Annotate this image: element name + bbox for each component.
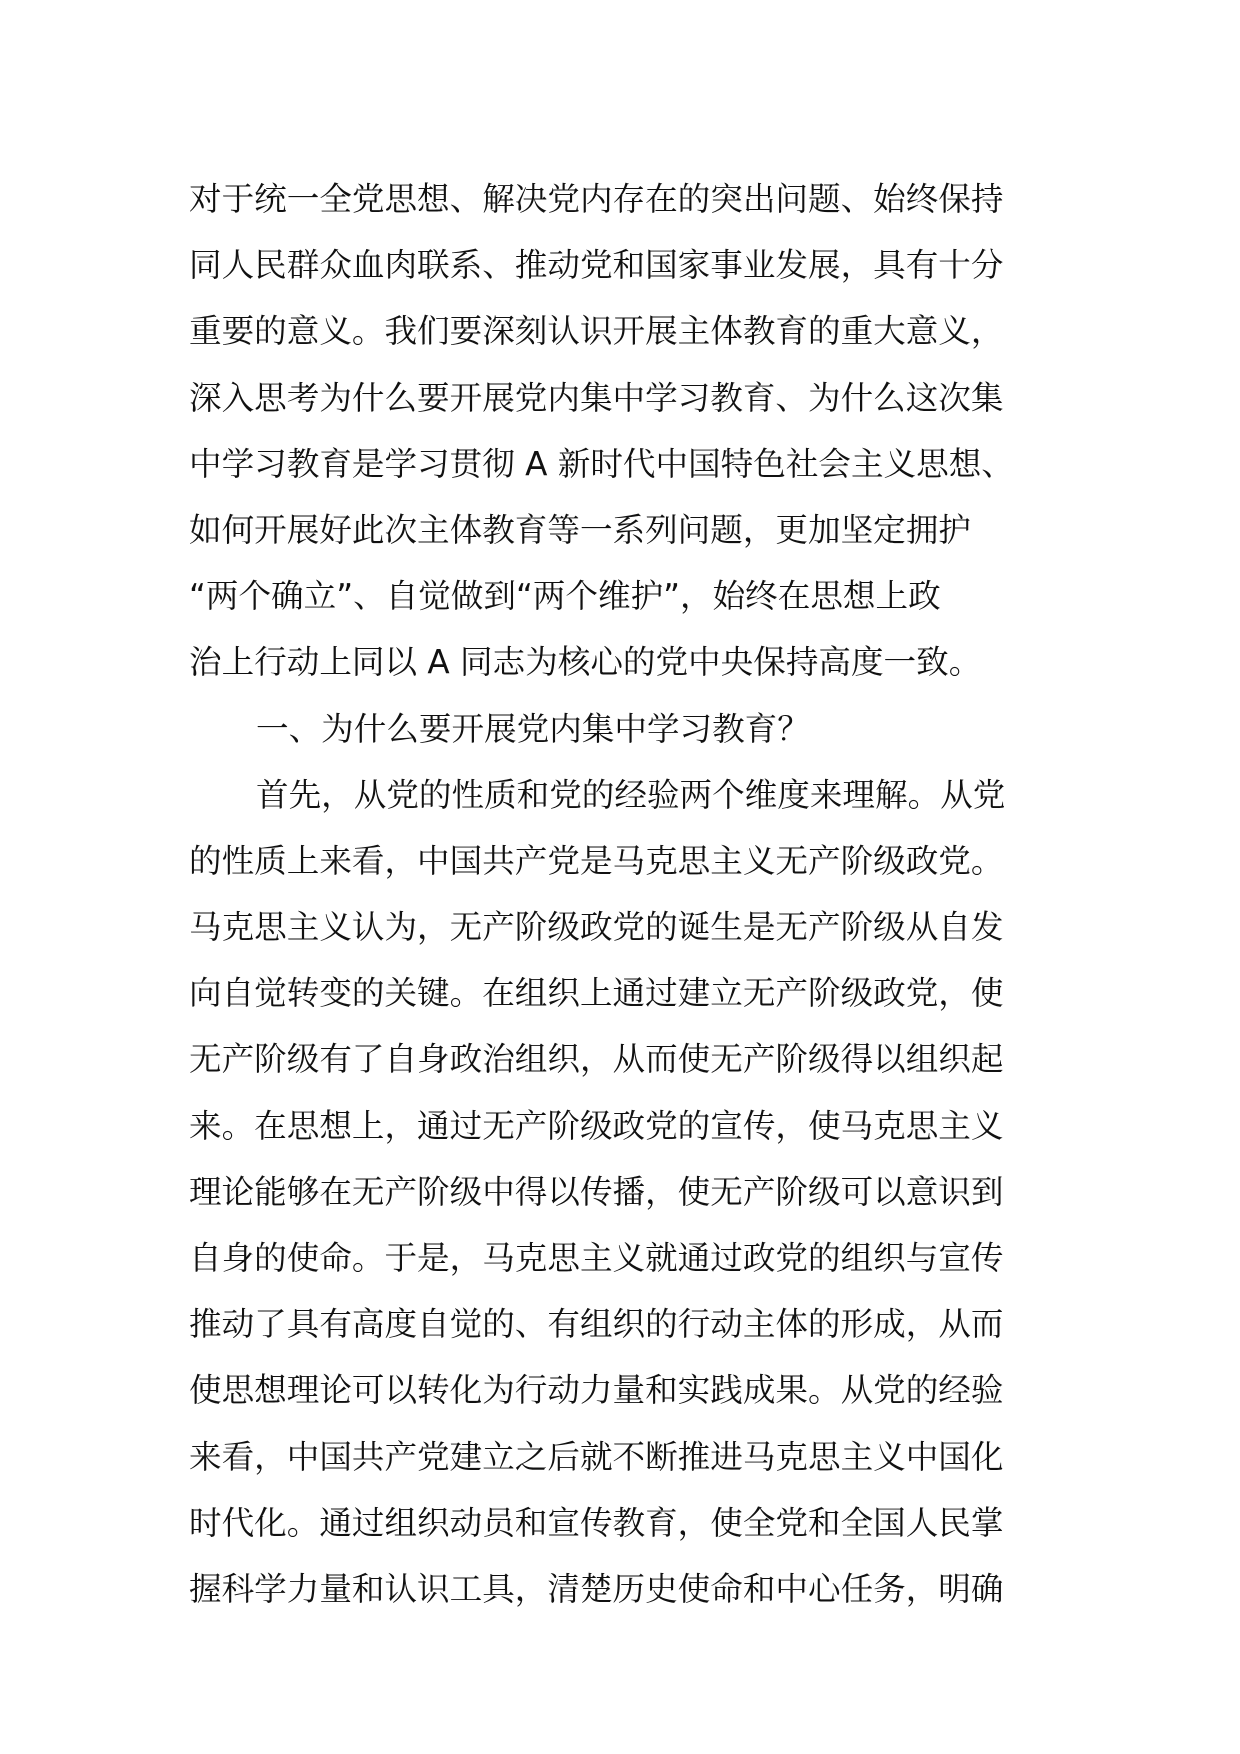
text-line: 理论能够在无产阶级中得以传播，使无产阶级可以意识到 [189,1172,1004,1211]
text-line: 中学习教育是学习贯彻 A 新时代中国特色社会主义思想、 [189,444,1014,483]
text-line: 治上行动上同以 A 同志为核心的党中央保持高度一致。 [189,643,982,682]
text-line: 深入思考为什么要开展党内集中学习教育、为什么这次集 [189,378,1004,417]
text-line: 重要的意义。我们要深刻认识开展主体教育的重大意义， [189,312,1004,351]
text-line: 来看，中国共产党建立之后就不断推进马克思主义中国化 [189,1437,1004,1476]
text-line: 向自觉转变的关键。在组织上通过建立无产阶级政党，使 [189,974,1004,1013]
text-line: “两个确立”、自觉做到“两个维护”，始终在思想上政 [189,577,941,616]
text-line: 对于统一全党思想、解决党内存在的突出问题、始终保持 [189,180,1004,218]
text-line: 握科学力量和认识工具，清楚历史使命和中心任务，明确 [189,1569,1004,1608]
body-text [189,166,1059,1622]
text-line: 使思想理论可以转化为行动力量和实践成果。从党的经验 [189,1371,1004,1410]
text-line: 如何开展好此次主体教育等一系列问题，更加坚定拥护 [189,510,971,549]
text-line: 时代化。通过组织动员和宣传教育，使全党和全国人民掌 [189,1503,1004,1542]
text-line: 首先，从党的性质和党的经验两个维度来理解。从党 [256,775,1006,814]
text-line: 的性质上来看，中国共产党是马克思主义无产阶级政党。 [189,841,1004,880]
text-line: 无产阶级有了自身政治组织，从而使无产阶级得以组织起 [189,1040,1004,1079]
text-line: 自身的使命。于是，马克思主义就通过政党的组织与宣传 [189,1239,1004,1277]
text-line: 同人民群众血肉联系、推动党和国家事业发展，具有十分 [189,246,1004,285]
text-line: 推动了具有高度自觉的、有组织的行动主体的形成，从而 [189,1305,1004,1344]
section-heading: 一、为什么要开展党内集中学习教育？ [256,709,810,748]
text-line: 马克思主义认为，无产阶级政党的诞生是无产阶级从自发 [189,908,1004,947]
text-line: 来。在思想上，通过无产阶级政党的宣传，使马克思主义 [189,1106,1004,1145]
